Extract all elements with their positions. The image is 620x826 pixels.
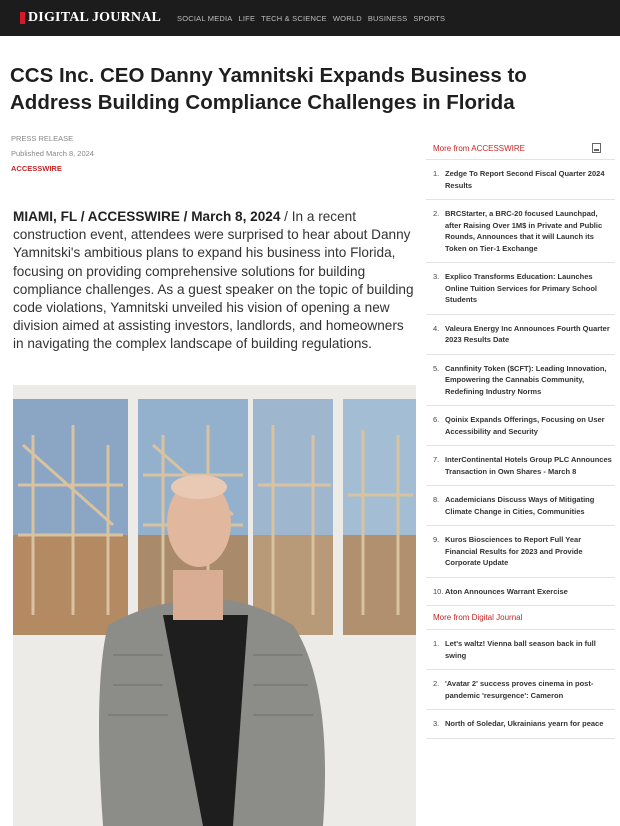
list-item[interactable]	[426, 160, 615, 200]
list-item-title[interactable]: Qoinix Expands Offerings, Focusing on User Accessibility and Security	[445, 415, 605, 436]
nav-business[interactable]: BUSINESS	[367, 13, 408, 23]
list-item[interactable]	[426, 406, 615, 446]
list-item-number: 3.	[433, 719, 440, 728]
nav-social-media[interactable]: SOCIAL MEDIA	[177, 13, 233, 23]
list-item[interactable]	[426, 200, 615, 263]
list-item-number: 8.	[433, 495, 440, 504]
list-item-number: 2.	[433, 209, 440, 218]
list-item[interactable]	[426, 630, 615, 670]
article-headline: CCS Inc. CEO Danny Yamnitski Expands Business to Address Building Compliance Challenges in Florida	[10, 64, 527, 114]
list-item-number: 3.	[433, 272, 440, 281]
list-item-title[interactable]: 'Avatar 2' success proves cinema in post-pandemic 'resurgence': Cameron	[445, 679, 594, 700]
list-item-number: 2.	[433, 679, 440, 688]
list-item[interactable]	[426, 578, 615, 607]
nav-world[interactable]: WORLD	[332, 13, 362, 23]
list-item-title[interactable]: BRCStarter, a BRC-20 focused Launchpad, after Raising Over 1M$ in Private and Public Rounds, Announces that it will Launch its Token on Tier-1 Exchange	[445, 209, 603, 253]
list-item-number: 9.	[433, 535, 440, 544]
dateline-separator: /	[280, 209, 292, 224]
list-item-title[interactable]: Aton Announces Warrant Exercise	[445, 586, 568, 596]
article-photo	[13, 385, 416, 826]
list-item-number: 7.	[433, 455, 440, 464]
sidebar-section-header	[426, 138, 615, 160]
article-category: PRESS RELEASE	[11, 134, 74, 143]
list-item-title[interactable]: Cannfinity Token ($CFT): Leading Innovation, Empowering the Cannabis Community, Redefining Industry Norms	[445, 363, 607, 396]
list-item-number: 6.	[433, 415, 440, 424]
logo-text: DIGITAL JOURNAL	[28, 10, 162, 25]
nav-tech-science[interactable]: TECH & SCIENCE	[261, 13, 327, 23]
article-meta	[11, 131, 94, 176]
nav-sports[interactable]: SPORTS	[413, 13, 446, 23]
article-paragraph: In a recent construction event, attendees were surprised to hear about Danny Yamnitski's ambitious plans to expand his business into Florida, focusing on providing comprehensive solutions for building compliance challenges. As a guest speaker on the topic of building code violations, Yamnitski unveiled his vision of opening a new division aimed at assisting investors, landlords, and homeowners in navigating the complex landscape of building regulations.	[13, 209, 414, 352]
printer-icon[interactable]	[592, 143, 601, 153]
list-item-number: 4.	[433, 323, 440, 333]
list-item[interactable]	[426, 446, 615, 486]
list-item[interactable]	[426, 315, 615, 355]
list-item-title[interactable]: North of Soledar, Ukrainians yearn for peace	[445, 719, 604, 728]
nav-life[interactable]: LIFE	[238, 13, 256, 23]
list-item[interactable]	[426, 486, 615, 526]
digital-journal-list	[426, 630, 615, 739]
more-from-digital-journal-title: More from Digital Journal	[433, 613, 523, 622]
list-item[interactable]	[426, 355, 615, 407]
list-item-number: 5.	[433, 363, 440, 373]
article-dateline: MIAMI, FL / ACCESSWIRE / March 8, 2024	[13, 209, 281, 224]
list-item-title[interactable]: InterContinental Hotels Group PLC Announces Transaction in Own Shares - March 8	[445, 455, 612, 476]
accesswire-list	[426, 160, 615, 606]
list-item[interactable]	[426, 710, 615, 739]
article-source-link[interactable]: ACCESSWIRE	[11, 164, 62, 173]
list-item[interactable]	[426, 670, 615, 710]
list-item-title[interactable]: Explico Transforms Education: Launches Online Tuition Services for Primary School Students	[445, 272, 597, 304]
article-body	[13, 208, 416, 354]
published-date: Published March 8, 2024	[11, 149, 94, 158]
list-item-title[interactable]: Let's waltz! Vienna ball season back in full swing	[445, 639, 596, 660]
main-nav	[171, 14, 445, 23]
sidebar	[426, 138, 615, 739]
sidebar-section-header	[426, 606, 615, 630]
logo-mark-icon	[20, 12, 25, 24]
list-item[interactable]	[426, 526, 615, 578]
list-item[interactable]	[426, 263, 615, 315]
top-bar	[0, 0, 620, 36]
list-item-title[interactable]: Zedge To Report Second Fiscal Quarter 2024 Results	[445, 169, 605, 190]
list-item-number: 1.	[433, 639, 440, 648]
list-item-title[interactable]: Valeura Energy Inc Announces Fourth Quarter 2023 Results Date	[445, 323, 610, 344]
site-logo[interactable]	[20, 10, 161, 26]
list-item-number: 1.	[433, 169, 440, 178]
more-from-accesswire-title: More from ACCESSWIRE	[433, 144, 526, 153]
list-item-number: 10.	[433, 586, 444, 596]
list-item-title[interactable]: Academicians Discuss Ways of Mitigating Climate Change in Cities, Communities	[445, 495, 595, 516]
ceo-photo-illustration	[13, 385, 416, 826]
list-item-title[interactable]: Kuros Biosciences to Report Full Year Financial Results for 2023 and Provide Corporate Update	[445, 535, 583, 567]
